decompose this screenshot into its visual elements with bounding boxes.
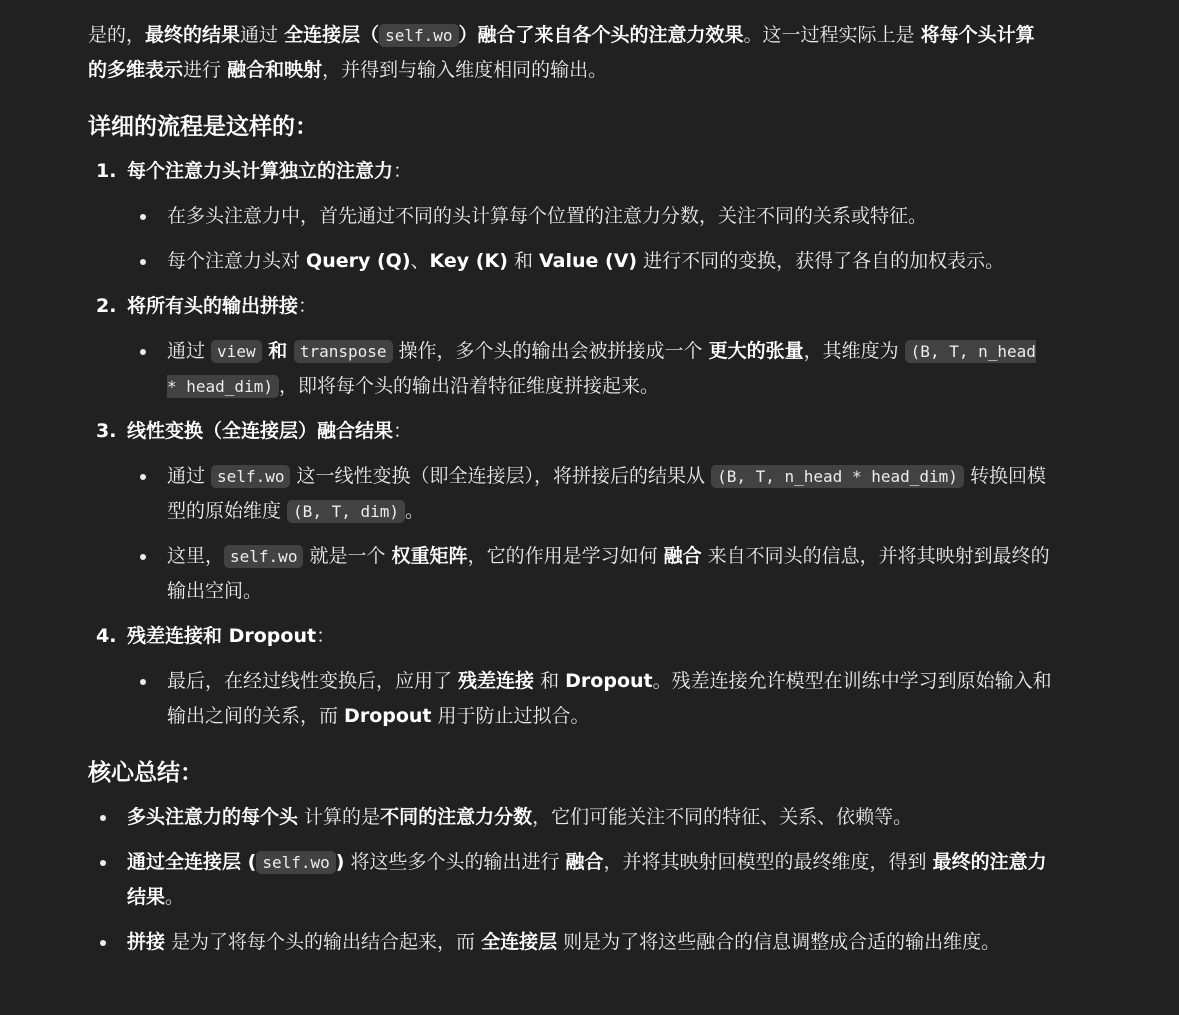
code-shape: (B, T, n_head * head_dim) — [167, 342, 1036, 396]
summary-text: 。 — [165, 886, 185, 908]
bold-weight-matrix: 权重矩阵 — [391, 545, 468, 567]
step-number: 1. — [96, 160, 117, 182]
bullet-text: 。残差连接允许模型在训练中学习到原始输入和输出之间的关系，而 — [167, 670, 1052, 727]
step-item — [88, 154, 1053, 279]
intro-bold-final-result: 最终的结果 — [145, 24, 241, 46]
intro-text-4: 进行 — [183, 59, 228, 81]
code-shape: (B, T, n_head * head_dim) — [711, 465, 964, 488]
bold-different-scores: 不同的注意力分数 — [380, 806, 533, 828]
summary-text: ，并将其映射回模型的最终维度，得到 — [603, 851, 933, 873]
bullet-text: 每个注意力头对 — [167, 250, 307, 272]
step-number: 2. — [96, 295, 117, 317]
step-item — [88, 414, 1053, 609]
summary-list — [88, 800, 1053, 960]
bold-query: Query (Q) — [306, 250, 411, 272]
summary-text: ，它们可能关注不同的特征、关系、依赖等。 — [532, 806, 913, 828]
bold-dropout: Dropout — [344, 705, 432, 727]
step-bullets — [127, 459, 1053, 609]
intro-bold-fuse-map: 融合和映射 — [227, 59, 323, 81]
step-colon: ： — [393, 420, 413, 442]
bullet-item — [127, 539, 1053, 609]
bold-concat: 拼接 — [127, 931, 166, 953]
code-self-wo: self.wo — [256, 851, 335, 874]
bold-key: Key (K) — [429, 250, 508, 272]
bullet-text: 、 — [410, 250, 430, 272]
summary-text: 计算的是 — [298, 806, 381, 828]
bullet-text: 就是一个 — [303, 545, 392, 567]
step-title: 将所有头的输出拼接 — [127, 295, 299, 317]
intro-bold-fc-layer: 全连接层（ — [284, 24, 380, 46]
bullet-text: 来自不同头的信息，并将其映射到最终的输出空间。 — [167, 545, 1050, 602]
bullet-text: ，即将每个头的输出沿着特征维度拼接起来。 — [278, 375, 659, 397]
bullet-text: 这里， — [167, 545, 225, 567]
heading-detailed-flow: 详细的流程是这样的： — [88, 114, 318, 140]
bold-each-head: 多头注意力的每个头 — [127, 806, 299, 828]
bullet-text: 进行不同的变换，获得了各自的加权表示。 — [637, 250, 1005, 272]
step-colon: ： — [298, 295, 318, 317]
bullet-text: 最后，在经过线性变换后，应用了 — [167, 670, 459, 692]
bullet-item — [127, 244, 1053, 279]
code-transpose: transpose — [294, 340, 393, 363]
heading-core-summary: 核心总结： — [88, 760, 203, 786]
bullet-text: 。 — [405, 500, 425, 522]
bullet-text: ，它的作用是学习如何 — [467, 545, 664, 567]
intro-bold-fused: ）融合了来自各个头的注意力效果 — [458, 24, 744, 46]
step-number: 3. — [96, 420, 117, 442]
step-number: 4. — [96, 625, 117, 647]
bold-residual: 残差连接 — [458, 670, 535, 692]
summary-item — [88, 925, 1053, 960]
bullet-text: 转换回模型的原始维度 — [167, 465, 1046, 522]
bullet-item — [127, 459, 1053, 529]
step-title: 每个注意力头计算独立的注意力 — [127, 160, 394, 182]
intro-paragraph — [88, 18, 1053, 88]
code-self-wo: self.wo — [224, 545, 303, 568]
bold-via-fc: 通过全连接层 ( — [127, 851, 257, 873]
step-colon: ： — [393, 160, 413, 182]
bold-fc-layer: 全连接层 — [481, 931, 558, 953]
code-shape-dim: (B, T, dim) — [287, 500, 405, 523]
bullet-item — [127, 664, 1053, 734]
step-colon: ： — [316, 625, 336, 647]
bold-final-attention: 最终的注意力结果 — [127, 851, 1047, 908]
bold-larger-tensor: 更大的张量 — [708, 340, 804, 362]
bullet-text: 操作，多个头的输出会被拼接成一个 — [392, 340, 709, 362]
intro-text-3: 。这一过程实际上是 — [743, 24, 921, 46]
summary-text: 则是为了将这些融合的信息调整成合适的输出维度。 — [557, 931, 1001, 953]
code-self-wo: self.wo — [379, 24, 458, 47]
step-item — [88, 289, 1053, 404]
summary-text: 将这些多个头的输出进行 — [344, 851, 566, 873]
intro-bold-multidim: 将每个头计算的多维表示 — [88, 24, 1035, 81]
bold-value: Value (V) — [539, 250, 638, 272]
bold-fuse: 融合 — [565, 851, 604, 873]
step-title: 残差连接和 Dropout — [127, 625, 317, 647]
bold-fuse: 融合 — [663, 545, 702, 567]
bold-dropout: Dropout — [565, 670, 653, 692]
summary-item — [88, 845, 1053, 915]
summary-text: 是为了将每个头的输出结合起来，而 — [165, 931, 482, 953]
bullet-item — [127, 199, 1053, 234]
bullet-text: 和 — [534, 670, 566, 692]
bullet-text: 和 — [507, 250, 539, 272]
code-view: view — [211, 340, 262, 363]
bullet-text: 用于防止过拟合。 — [431, 705, 590, 727]
intro-text-1: 是的， — [88, 24, 146, 46]
step-item — [88, 619, 1053, 734]
bullet-item — [127, 334, 1053, 404]
code-self-wo: self.wo — [211, 465, 290, 488]
bullet-text: 通过 — [167, 465, 212, 487]
bold-and: 和 — [261, 340, 294, 362]
step-bullets — [127, 199, 1053, 279]
steps-list — [88, 154, 1053, 734]
bullet-text: 通过 — [167, 340, 212, 362]
intro-text-2: 通过 — [240, 24, 285, 46]
step-bullets — [127, 334, 1053, 404]
bold-paren: ) — [335, 851, 345, 873]
bullet-text: 在多头注意力中，首先通过不同的头计算每个位置的注意力分数，关注不同的关系或特征。 — [167, 205, 928, 227]
summary-item — [88, 800, 1053, 835]
step-title: 线性变换（全连接层）融合结果 — [127, 420, 394, 442]
step-bullets — [127, 664, 1053, 734]
bullet-text: 这一线性变换（即全连接层），将拼接后的结果从 — [290, 465, 712, 487]
bullet-text: ，其维度为 — [803, 340, 905, 362]
chat-response — [88, 18, 1053, 970]
intro-text-5: ，并得到与输入维度相同的输出。 — [322, 59, 608, 81]
